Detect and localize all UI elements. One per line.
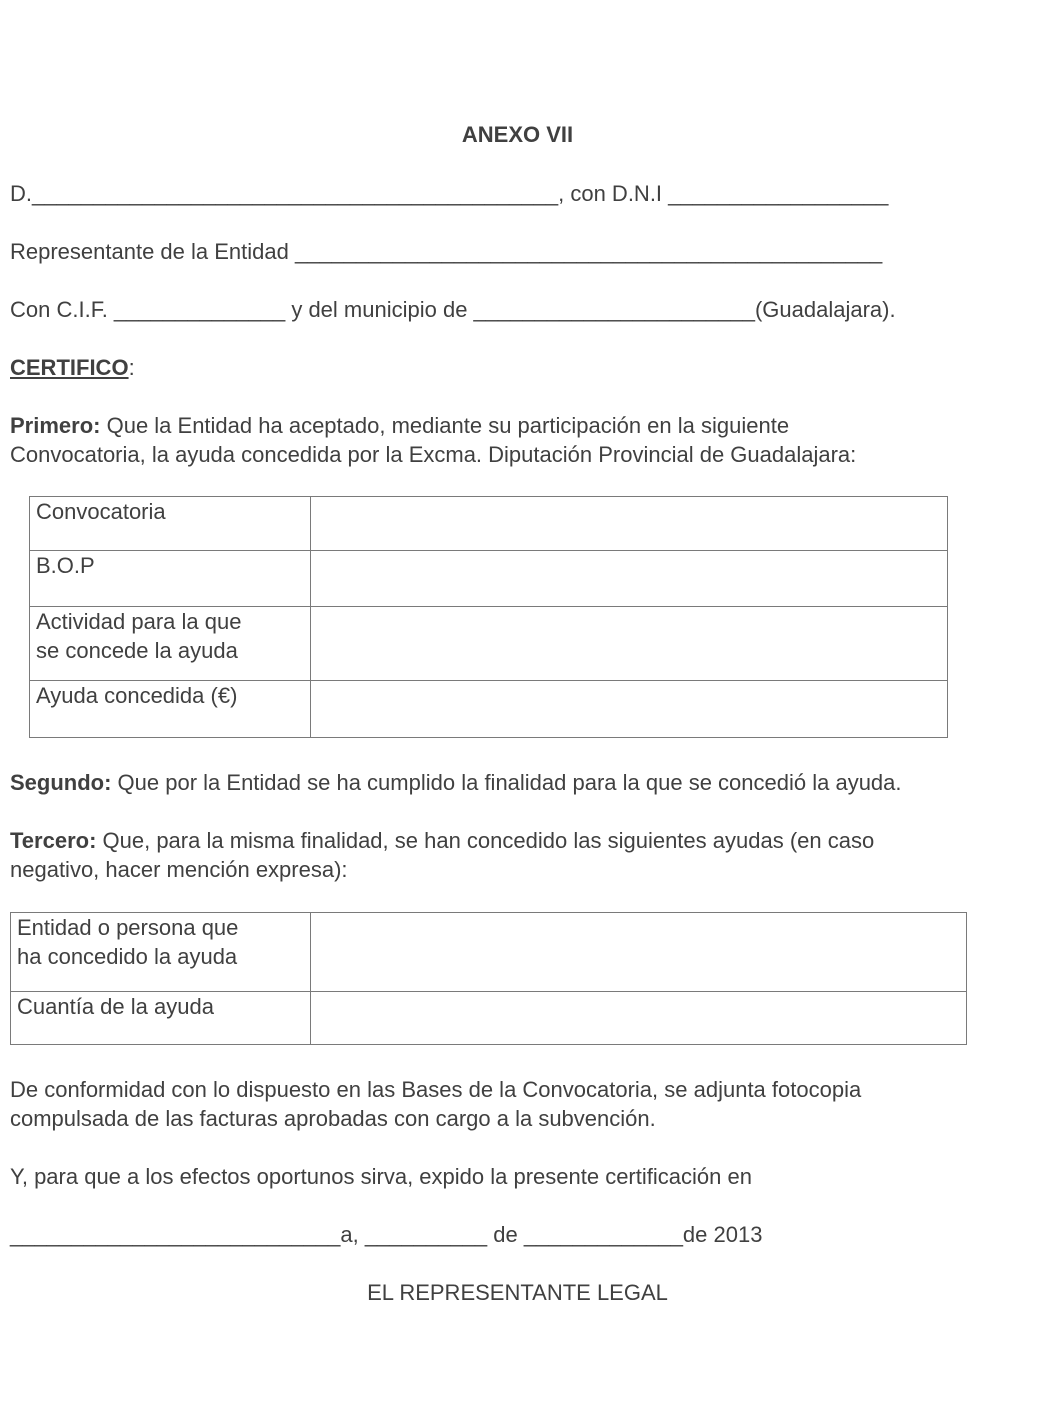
- table-row: [30, 681, 948, 738]
- representative-name-line: D.___________________________________________, con D.N.I __________________: [10, 181, 889, 206]
- table-label-cell: Entidad o persona que ha concedido la ayuda: [11, 913, 311, 992]
- certifico-heading: [10, 353, 135, 382]
- certifico-label: CERTIFICO: [10, 355, 129, 380]
- table-value-cell: [311, 551, 948, 607]
- convocatoria-table: [29, 496, 948, 738]
- primero-text1: Que la Entidad ha aceptado, mediante su participación en la siguiente: [100, 413, 790, 438]
- table-row: [30, 551, 948, 607]
- fecha-line: ___________________________a, __________ de _____________de 2013: [10, 1222, 763, 1247]
- tercero-label: Tercero:: [10, 828, 97, 853]
- primero-label: Primero:: [10, 413, 101, 438]
- tercero-paragraph-line2: negativo, hacer mención expresa):: [10, 857, 348, 882]
- table-row: [11, 992, 967, 1045]
- segundo-label: Segundo:: [10, 770, 112, 795]
- document-title: ANEXO VII: [461, 122, 574, 147]
- tercero-paragraph-line1: [10, 826, 874, 855]
- segundo-text: Que por la Entidad se ha cumplido la finalidad para la que se concedió la ayuda.: [111, 770, 902, 795]
- segundo-paragraph: [10, 768, 902, 797]
- table-label-cell: Cuantía de la ayuda: [11, 992, 311, 1045]
- primero-paragraph-line1: [10, 411, 789, 440]
- table-row: [30, 607, 948, 681]
- ayudas-table: [10, 912, 967, 1045]
- table-value-cell: [311, 681, 948, 738]
- firma-label: EL REPRESENTANTE LEGAL: [367, 1280, 668, 1305]
- cif-municipality-line: Con C.I.F. ______________ y del municipio de _______________________(Guadalajara).: [10, 297, 896, 322]
- conformidad-line1: De conformidad con lo dispuesto en las Bases de la Convocatoria, se adjunta fotocopia: [10, 1077, 862, 1102]
- table-value-cell: [311, 607, 948, 681]
- conformidad-line2: compulsada de las facturas aprobadas con cargo a la subvención.: [10, 1106, 656, 1131]
- certifico-suffix: :: [128, 355, 135, 380]
- table-label-cell: Convocatoria: [30, 497, 311, 551]
- table-label-cell: Actividad para la que se concede la ayuda: [30, 607, 311, 681]
- table-label-cell: B.O.P: [30, 551, 311, 607]
- expido-line: Y, para que a los efectos oportunos sirva, expido la presente certificación en: [10, 1164, 752, 1189]
- table-label-cell: Ayuda concedida (€): [30, 681, 311, 738]
- primero-paragraph-line2: Convocatoria, la ayuda concedida por la Excma. Diputación Provincial de Guadalajara:: [10, 442, 857, 467]
- table-value-cell: [311, 913, 967, 992]
- table-row: [30, 497, 948, 551]
- entity-line: Representante de la Entidad ________________________________________________: [10, 239, 883, 264]
- table-value-cell: [311, 992, 967, 1045]
- table-row: [11, 913, 967, 992]
- table-value-cell: [311, 497, 948, 551]
- tercero-text1: Que, para la misma finalidad, se han concedido las siguientes ayudas (en caso: [96, 828, 875, 853]
